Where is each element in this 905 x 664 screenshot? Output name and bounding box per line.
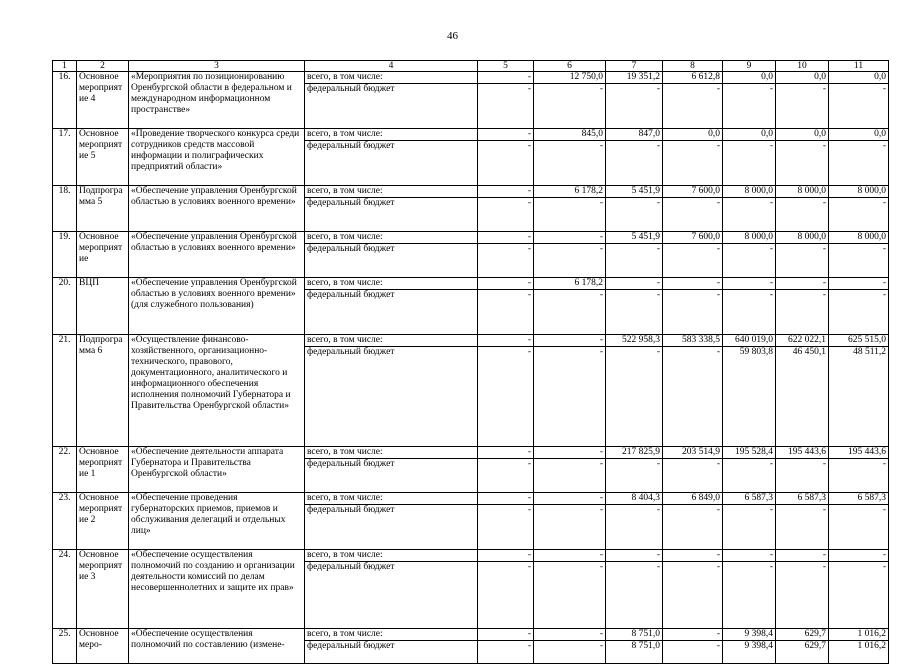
- amount-cell: 8 404,3: [606, 493, 663, 505]
- amount-cell: -: [776, 459, 829, 493]
- amount-cell: -: [663, 278, 723, 290]
- row-number: 18.: [53, 186, 77, 232]
- table-row: [53, 550, 889, 562]
- page-number: 46: [447, 30, 458, 42]
- budget-source: всего, в том числе:: [305, 493, 478, 505]
- amount-cell: 8 000,0: [723, 232, 776, 244]
- amount-cell: -: [534, 347, 606, 447]
- column-header: 1: [53, 61, 77, 72]
- row-number: 24.: [53, 550, 77, 629]
- amount-cell: -: [478, 505, 534, 550]
- amount-cell: -: [776, 278, 829, 290]
- amount-cell: -: [478, 641, 534, 664]
- row-number: 22.: [53, 447, 77, 493]
- column-header: 3: [129, 61, 305, 72]
- amount-cell: 0,0: [829, 72, 889, 84]
- table-row: [53, 232, 889, 244]
- amount-cell: -: [534, 641, 606, 664]
- amount-cell: -: [478, 290, 534, 335]
- item-name: «Мероприятия по позиционированию Оренбургской области в федеральном и международном информационном пространстве»: [129, 72, 305, 129]
- table-row: [53, 447, 889, 459]
- amount-cell: -: [723, 278, 776, 290]
- amount-cell: -: [829, 278, 889, 290]
- amount-cell: -: [478, 141, 534, 186]
- amount-cell: -: [776, 562, 829, 629]
- amount-cell: -: [478, 447, 534, 459]
- amount-cell: 6 587,3: [829, 493, 889, 505]
- amount-cell: 0,0: [663, 129, 723, 141]
- amount-cell: -: [606, 562, 663, 629]
- amount-cell: -: [829, 84, 889, 129]
- amount-cell: -: [829, 550, 889, 562]
- row-number: 20.: [53, 278, 77, 335]
- amount-cell: -: [663, 505, 723, 550]
- amount-cell: 629,7: [776, 641, 829, 664]
- column-header: 11: [829, 61, 889, 72]
- amount-cell: 8 000,0: [829, 186, 889, 198]
- amount-cell: 0,0: [776, 72, 829, 84]
- amount-cell: -: [534, 629, 606, 641]
- amount-cell: -: [776, 198, 829, 232]
- amount-cell: -: [534, 290, 606, 335]
- amount-cell: -: [534, 459, 606, 493]
- amount-cell: -: [534, 550, 606, 562]
- amount-cell: -: [534, 141, 606, 186]
- amount-cell: 195 443,6: [829, 447, 889, 459]
- amount-cell: -: [534, 244, 606, 278]
- amount-cell: -: [723, 459, 776, 493]
- amount-cell: -: [723, 290, 776, 335]
- amount-cell: 522 958,3: [606, 335, 663, 347]
- column-header: 8: [663, 61, 723, 72]
- amount-cell: 8 000,0: [776, 186, 829, 198]
- amount-cell: 59 803,8: [723, 347, 776, 447]
- amount-cell: -: [606, 141, 663, 186]
- budget-source: всего, в том числе:: [305, 186, 478, 198]
- amount-cell: -: [776, 290, 829, 335]
- amount-cell: 1 016,2: [829, 629, 889, 641]
- budget-table: [52, 60, 889, 664]
- item-type: Подпрограмма 5: [77, 186, 129, 232]
- budget-source: федеральный бюджет: [305, 244, 478, 278]
- amount-cell: -: [478, 129, 534, 141]
- amount-cell: -: [829, 141, 889, 186]
- amount-cell: 8 000,0: [723, 186, 776, 198]
- amount-cell: -: [478, 493, 534, 505]
- item-name: «Обеспечение управления Оренбургской областью в условиях военного времени»: [129, 232, 305, 278]
- budget-source: всего, в том числе:: [305, 629, 478, 641]
- amount-cell: -: [534, 232, 606, 244]
- amount-cell: -: [478, 347, 534, 447]
- amount-cell: -: [478, 335, 534, 347]
- amount-cell: 0,0: [776, 129, 829, 141]
- row-number: 21.: [53, 335, 77, 447]
- budget-source: федеральный бюджет: [305, 505, 478, 550]
- amount-cell: 203 514,9: [663, 447, 723, 459]
- amount-cell: -: [534, 447, 606, 459]
- amount-cell: -: [534, 493, 606, 505]
- amount-cell: 6 178,2: [534, 278, 606, 290]
- amount-cell: -: [606, 84, 663, 129]
- amount-cell: 845,0: [534, 129, 606, 141]
- column-header: 4: [305, 61, 478, 72]
- item-type: Основное мероприятие: [77, 232, 129, 278]
- column-header: 7: [606, 61, 663, 72]
- table-row: [53, 72, 889, 84]
- amount-cell: -: [478, 232, 534, 244]
- amount-cell: -: [606, 347, 663, 447]
- amount-cell: 847,0: [606, 129, 663, 141]
- amount-cell: 6 178,2: [534, 186, 606, 198]
- amount-cell: -: [606, 278, 663, 290]
- amount-cell: -: [776, 505, 829, 550]
- table-row: [53, 278, 889, 290]
- amount-cell: -: [534, 335, 606, 347]
- amount-cell: -: [723, 505, 776, 550]
- item-type: Основное меро-: [77, 629, 129, 664]
- table-row: [53, 493, 889, 505]
- amount-cell: -: [663, 550, 723, 562]
- table-row: [53, 335, 889, 347]
- amount-cell: 8 751,0: [606, 629, 663, 641]
- amount-cell: 8 000,0: [776, 232, 829, 244]
- item-name: «Обеспечение проведения губернаторских приемов, приемов и обслуживания делегаций и отдельных лиц»: [129, 493, 305, 550]
- table-row: [53, 129, 889, 141]
- amount-cell: -: [723, 562, 776, 629]
- budget-source: всего, в том числе:: [305, 335, 478, 347]
- amount-cell: -: [478, 244, 534, 278]
- amount-cell: 6 587,3: [776, 493, 829, 505]
- amount-cell: 625 515,0: [829, 335, 889, 347]
- budget-source: всего, в том числе:: [305, 278, 478, 290]
- amount-cell: -: [663, 84, 723, 129]
- column-header: 9: [723, 61, 776, 72]
- item-name: «Обеспечение управления Оренбургской областью в условиях военного времени»: [129, 186, 305, 232]
- amount-cell: -: [663, 290, 723, 335]
- amount-cell: -: [829, 198, 889, 232]
- amount-cell: -: [829, 290, 889, 335]
- amount-cell: -: [829, 459, 889, 493]
- amount-cell: -: [478, 72, 534, 84]
- item-type: Основное мероприятие 4: [77, 72, 129, 129]
- item-name: «Обеспечение деятельности аппарата Губернатора и Правительства Оренбургской области»: [129, 447, 305, 493]
- amount-cell: 6 612,8: [663, 72, 723, 84]
- amount-cell: 0,0: [723, 72, 776, 84]
- amount-cell: -: [776, 550, 829, 562]
- row-number: 16.: [53, 72, 77, 129]
- item-name: «Осуществление финансово-хозяйственного, организационно-технического, правового, документационного, аналитического и информационного обеспечения исполнения полномочий Губернатора и Правительства Оренбургской области»: [129, 335, 305, 447]
- table-body: [53, 72, 889, 664]
- budget-source: федеральный бюджет: [305, 84, 478, 129]
- amount-cell: -: [776, 84, 829, 129]
- item-name: «Обеспечение управления Оренбургской областью в условиях военного времени» (для служебного пользования): [129, 278, 305, 335]
- row-number: 23.: [53, 493, 77, 550]
- budget-source: всего, в том числе:: [305, 550, 478, 562]
- amount-cell: 622 022,1: [776, 335, 829, 347]
- amount-cell: 6 849,0: [663, 493, 723, 505]
- table-row: [53, 186, 889, 198]
- budget-source: федеральный бюджет: [305, 459, 478, 493]
- amount-cell: -: [606, 198, 663, 232]
- budget-source: всего, в том числе:: [305, 72, 478, 84]
- amount-cell: -: [606, 459, 663, 493]
- item-type: Основное мероприятие 5: [77, 129, 129, 186]
- amount-cell: 195 443,6: [776, 447, 829, 459]
- amount-cell: 195 528,4: [723, 447, 776, 459]
- amount-cell: -: [478, 629, 534, 641]
- budget-source: федеральный бюджет: [305, 141, 478, 186]
- amount-cell: -: [829, 505, 889, 550]
- amount-cell: 7 600,0: [663, 186, 723, 198]
- budget-source: всего, в том числе:: [305, 129, 478, 141]
- item-type: Основное мероприятие 3: [77, 550, 129, 629]
- amount-cell: -: [663, 141, 723, 186]
- amount-cell: -: [776, 141, 829, 186]
- amount-cell: -: [723, 84, 776, 129]
- column-header: 2: [77, 61, 129, 72]
- row-number: 25.: [53, 629, 77, 664]
- budget-source: всего, в том числе:: [305, 447, 478, 459]
- amount-cell: 583 338,5: [663, 335, 723, 347]
- row-number: 19.: [53, 232, 77, 278]
- amount-cell: -: [663, 629, 723, 641]
- amount-cell: -: [829, 562, 889, 629]
- amount-cell: 5 451,9: [606, 186, 663, 198]
- table-row: [53, 629, 889, 641]
- amount-cell: -: [663, 562, 723, 629]
- header-row: [53, 61, 889, 72]
- column-header: 10: [776, 61, 829, 72]
- amount-cell: -: [534, 562, 606, 629]
- amount-cell: 9 398,4: [723, 641, 776, 664]
- amount-cell: -: [606, 244, 663, 278]
- amount-cell: -: [663, 347, 723, 447]
- amount-cell: 46 450,1: [776, 347, 829, 447]
- amount-cell: -: [534, 198, 606, 232]
- amount-cell: -: [478, 186, 534, 198]
- budget-source: федеральный бюджет: [305, 347, 478, 447]
- amount-cell: -: [723, 141, 776, 186]
- item-name: «Проведение творческого конкурса среди сотрудников средств массовой информации и полиграфических предприятий области»: [129, 129, 305, 186]
- amount-cell: 629,7: [776, 629, 829, 641]
- amount-cell: -: [478, 550, 534, 562]
- amount-cell: 19 351,2: [606, 72, 663, 84]
- amount-cell: 8 751,0: [606, 641, 663, 664]
- amount-cell: 48 511,2: [829, 347, 889, 447]
- column-header: 5: [478, 61, 534, 72]
- item-name: «Обеспечение осуществления полномочий по созданию и организации деятельности комиссий по делам несовершеннолетних и защите их прав»: [129, 550, 305, 629]
- amount-cell: 217 825,9: [606, 447, 663, 459]
- item-type: Основное мероприятие 1: [77, 447, 129, 493]
- amount-cell: -: [723, 244, 776, 278]
- amount-cell: -: [478, 278, 534, 290]
- amount-cell: 9 398,4: [723, 629, 776, 641]
- amount-cell: -: [723, 550, 776, 562]
- amount-cell: -: [663, 198, 723, 232]
- amount-cell: 0,0: [829, 129, 889, 141]
- amount-cell: -: [663, 244, 723, 278]
- amount-cell: -: [478, 198, 534, 232]
- amount-cell: -: [534, 84, 606, 129]
- item-type: Подпрограмма 6: [77, 335, 129, 447]
- amount-cell: -: [776, 244, 829, 278]
- budget-source: федеральный бюджет: [305, 290, 478, 335]
- amount-cell: -: [663, 459, 723, 493]
- item-type: ВЦП: [77, 278, 129, 335]
- amount-cell: 6 587,3: [723, 493, 776, 505]
- amount-cell: -: [663, 641, 723, 664]
- budget-source: федеральный бюджет: [305, 641, 478, 664]
- item-type: Основное мероприятие 2: [77, 493, 129, 550]
- amount-cell: -: [534, 505, 606, 550]
- item-name: «Обеспечение осуществления полномочий по составлению (измене-: [129, 629, 305, 664]
- amount-cell: 640 019,0: [723, 335, 776, 347]
- amount-cell: -: [606, 505, 663, 550]
- amount-cell: 0,0: [723, 129, 776, 141]
- row-number: 17.: [53, 129, 77, 186]
- amount-cell: -: [829, 244, 889, 278]
- amount-cell: 7 600,0: [663, 232, 723, 244]
- amount-cell: -: [723, 198, 776, 232]
- column-header: 6: [534, 61, 606, 72]
- amount-cell: -: [478, 84, 534, 129]
- budget-source: федеральный бюджет: [305, 198, 478, 232]
- amount-cell: -: [478, 459, 534, 493]
- budget-source: федеральный бюджет: [305, 562, 478, 629]
- amount-cell: 1 016,2: [829, 641, 889, 664]
- amount-cell: 12 750,0: [534, 72, 606, 84]
- amount-cell: 8 000,0: [829, 232, 889, 244]
- amount-cell: -: [606, 290, 663, 335]
- amount-cell: 5 451,9: [606, 232, 663, 244]
- budget-source: всего, в том числе:: [305, 232, 478, 244]
- amount-cell: -: [606, 550, 663, 562]
- amount-cell: -: [478, 562, 534, 629]
